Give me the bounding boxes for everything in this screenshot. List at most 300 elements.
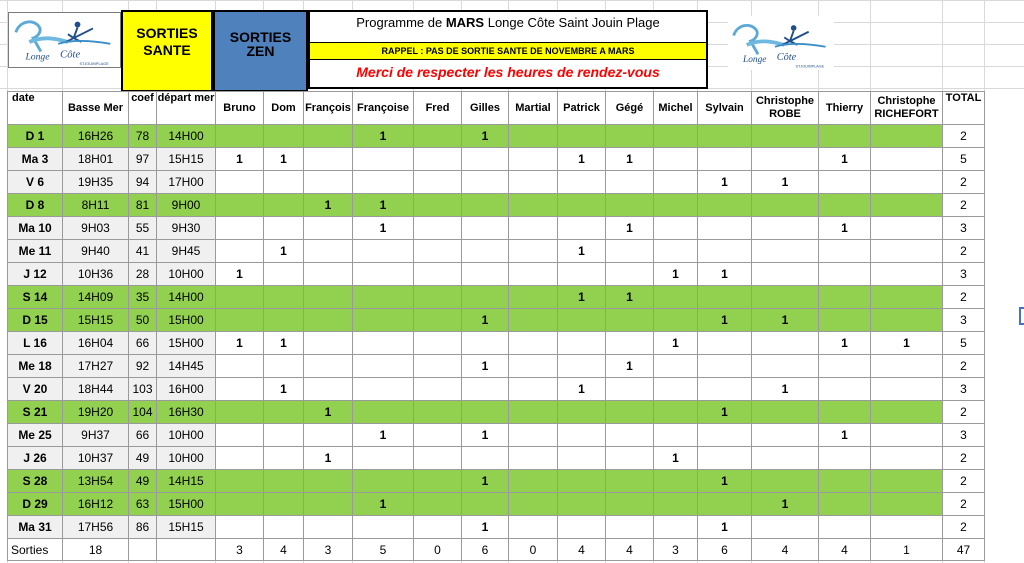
participation-cell[interactable] bbox=[819, 378, 871, 401]
participation-cell[interactable]: 1 bbox=[698, 516, 752, 539]
participation-cell[interactable] bbox=[414, 171, 462, 194]
participation-cell[interactable] bbox=[216, 240, 264, 263]
participation-cell[interactable] bbox=[414, 401, 462, 424]
participation-cell[interactable] bbox=[414, 217, 462, 240]
total-cell[interactable]: 3 bbox=[943, 378, 985, 401]
date-cell[interactable]: S 21 bbox=[8, 401, 63, 424]
participation-cell[interactable] bbox=[304, 171, 353, 194]
participation-cell[interactable]: 1 bbox=[752, 171, 819, 194]
participation-cell[interactable] bbox=[414, 516, 462, 539]
participation-cell[interactable] bbox=[304, 240, 353, 263]
participation-cell[interactable]: 1 bbox=[752, 309, 819, 332]
coef-cell[interactable]: 35 bbox=[129, 286, 157, 309]
participation-cell[interactable] bbox=[819, 194, 871, 217]
participant-total-cell[interactable]: 4 bbox=[606, 539, 654, 561]
participation-cell[interactable] bbox=[304, 355, 353, 378]
total-cell[interactable]: 2 bbox=[943, 355, 985, 378]
participation-cell[interactable] bbox=[698, 332, 752, 355]
participation-cell[interactable]: 1 bbox=[264, 378, 304, 401]
participation-cell[interactable] bbox=[509, 332, 558, 355]
coef-cell[interactable]: 86 bbox=[129, 516, 157, 539]
date-cell[interactable]: J 12 bbox=[8, 263, 63, 286]
basse-mer-cell[interactable]: 8H11 bbox=[63, 194, 129, 217]
coef-cell[interactable]: 28 bbox=[129, 263, 157, 286]
participant-total-cell[interactable]: 4 bbox=[819, 539, 871, 561]
basse-mer-cell[interactable]: 19H35 bbox=[63, 171, 129, 194]
participation-cell[interactable] bbox=[216, 194, 264, 217]
participation-cell[interactable] bbox=[558, 309, 606, 332]
participation-cell[interactable] bbox=[871, 493, 943, 516]
participation-cell[interactable]: 1 bbox=[264, 332, 304, 355]
participation-cell[interactable] bbox=[558, 470, 606, 493]
date-cell[interactable]: D 1 bbox=[8, 125, 63, 148]
coef-cell[interactable]: 104 bbox=[129, 401, 157, 424]
participation-cell[interactable] bbox=[752, 516, 819, 539]
participation-cell[interactable] bbox=[698, 217, 752, 240]
empty-cell[interactable] bbox=[157, 539, 216, 561]
participation-cell[interactable] bbox=[698, 378, 752, 401]
participation-cell[interactable] bbox=[264, 217, 304, 240]
participation-cell[interactable]: 1 bbox=[819, 148, 871, 171]
participation-cell[interactable] bbox=[819, 125, 871, 148]
participation-cell[interactable] bbox=[509, 493, 558, 516]
participation-cell[interactable]: 1 bbox=[698, 401, 752, 424]
participation-cell[interactable] bbox=[871, 309, 943, 332]
participation-cell[interactable] bbox=[752, 125, 819, 148]
participation-cell[interactable] bbox=[414, 286, 462, 309]
participation-cell[interactable] bbox=[752, 401, 819, 424]
participation-cell[interactable]: 1 bbox=[819, 332, 871, 355]
participation-cell[interactable] bbox=[353, 240, 414, 263]
participation-cell[interactable] bbox=[414, 240, 462, 263]
participation-cell[interactable] bbox=[819, 171, 871, 194]
coef-cell[interactable]: 55 bbox=[129, 217, 157, 240]
participation-cell[interactable]: 1 bbox=[216, 148, 264, 171]
empty-cell[interactable] bbox=[129, 539, 157, 561]
participant-total-cell[interactable]: 5 bbox=[353, 539, 414, 561]
basse-mer-cell[interactable]: 9H37 bbox=[63, 424, 129, 447]
participation-cell[interactable] bbox=[264, 194, 304, 217]
basse-mer-cell[interactable]: 10H37 bbox=[63, 447, 129, 470]
participation-cell[interactable] bbox=[654, 355, 698, 378]
participation-cell[interactable]: 1 bbox=[304, 447, 353, 470]
participant-total-cell[interactable]: 3 bbox=[654, 539, 698, 561]
participation-cell[interactable] bbox=[752, 470, 819, 493]
participation-cell[interactable] bbox=[304, 309, 353, 332]
date-cell[interactable]: Me 25 bbox=[8, 424, 63, 447]
participation-cell[interactable] bbox=[414, 493, 462, 516]
participation-cell[interactable] bbox=[871, 240, 943, 263]
participation-cell[interactable] bbox=[353, 263, 414, 286]
date-cell[interactable]: J 26 bbox=[8, 447, 63, 470]
participation-cell[interactable] bbox=[462, 194, 509, 217]
participation-cell[interactable] bbox=[264, 493, 304, 516]
participation-cell[interactable] bbox=[871, 378, 943, 401]
depart-cell[interactable]: 16H00 bbox=[157, 378, 216, 401]
basse-mer-cell[interactable]: 14H09 bbox=[63, 286, 129, 309]
participation-cell[interactable] bbox=[558, 493, 606, 516]
participation-cell[interactable] bbox=[752, 194, 819, 217]
participation-cell[interactable] bbox=[606, 125, 654, 148]
total-cell[interactable]: 2 bbox=[943, 493, 985, 516]
date-cell[interactable]: Ma 31 bbox=[8, 516, 63, 539]
participation-cell[interactable] bbox=[654, 217, 698, 240]
coef-cell[interactable]: 97 bbox=[129, 148, 157, 171]
participation-cell[interactable] bbox=[654, 240, 698, 263]
participation-cell[interactable] bbox=[414, 447, 462, 470]
participation-cell[interactable] bbox=[216, 516, 264, 539]
participation-cell[interactable] bbox=[606, 309, 654, 332]
participation-cell[interactable] bbox=[509, 171, 558, 194]
participation-cell[interactable] bbox=[509, 217, 558, 240]
participation-cell[interactable] bbox=[606, 470, 654, 493]
participation-cell[interactable]: 1 bbox=[819, 424, 871, 447]
participation-cell[interactable] bbox=[654, 493, 698, 516]
depart-cell[interactable]: 10H00 bbox=[157, 263, 216, 286]
depart-cell[interactable]: 10H00 bbox=[157, 447, 216, 470]
participation-cell[interactable] bbox=[353, 470, 414, 493]
participation-cell[interactable] bbox=[558, 424, 606, 447]
participation-cell[interactable]: 1 bbox=[462, 516, 509, 539]
basse-mer-cell[interactable]: 16H26 bbox=[63, 125, 129, 148]
participant-total-cell[interactable]: 4 bbox=[752, 539, 819, 561]
participation-cell[interactable] bbox=[871, 263, 943, 286]
participation-cell[interactable] bbox=[606, 424, 654, 447]
participation-cell[interactable] bbox=[304, 125, 353, 148]
coef-cell[interactable]: 50 bbox=[129, 309, 157, 332]
participation-cell[interactable] bbox=[264, 171, 304, 194]
participation-cell[interactable]: 1 bbox=[558, 286, 606, 309]
depart-cell[interactable]: 16H30 bbox=[157, 401, 216, 424]
participation-cell[interactable] bbox=[509, 309, 558, 332]
participation-cell[interactable] bbox=[216, 493, 264, 516]
participation-cell[interactable]: 1 bbox=[606, 217, 654, 240]
participant-total-cell[interactable]: 6 bbox=[462, 539, 509, 561]
participation-cell[interactable] bbox=[752, 424, 819, 447]
depart-cell[interactable]: 14H00 bbox=[157, 125, 216, 148]
total-cell[interactable]: 2 bbox=[943, 470, 985, 493]
participation-cell[interactable]: 1 bbox=[558, 148, 606, 171]
participation-cell[interactable] bbox=[462, 286, 509, 309]
depart-cell[interactable]: 17H00 bbox=[157, 171, 216, 194]
total-cell[interactable]: 2 bbox=[943, 125, 985, 148]
basse-mer-cell[interactable]: 19H20 bbox=[63, 401, 129, 424]
participation-cell[interactable]: 1 bbox=[264, 148, 304, 171]
depart-cell[interactable]: 10H00 bbox=[157, 424, 216, 447]
participation-cell[interactable] bbox=[871, 470, 943, 493]
participation-cell[interactable] bbox=[304, 378, 353, 401]
total-cell[interactable]: 3 bbox=[943, 309, 985, 332]
participation-cell[interactable] bbox=[462, 332, 509, 355]
basse-mer-cell[interactable]: 10H36 bbox=[63, 263, 129, 286]
participation-cell[interactable] bbox=[819, 516, 871, 539]
depart-cell[interactable]: 15H00 bbox=[157, 309, 216, 332]
participation-cell[interactable] bbox=[752, 286, 819, 309]
participation-cell[interactable] bbox=[264, 355, 304, 378]
coef-cell[interactable]: 49 bbox=[129, 470, 157, 493]
participation-cell[interactable] bbox=[264, 470, 304, 493]
total-cell[interactable]: 5 bbox=[943, 148, 985, 171]
participation-cell[interactable] bbox=[216, 125, 264, 148]
basse-mer-cell[interactable]: 15H15 bbox=[63, 309, 129, 332]
coef-cell[interactable]: 66 bbox=[129, 332, 157, 355]
basse-mer-cell[interactable]: 17H27 bbox=[63, 355, 129, 378]
participation-cell[interactable] bbox=[606, 447, 654, 470]
participation-cell[interactable] bbox=[698, 194, 752, 217]
participation-cell[interactable] bbox=[819, 355, 871, 378]
participation-cell[interactable] bbox=[698, 240, 752, 263]
participant-total-cell[interactable]: 4 bbox=[264, 539, 304, 561]
participation-cell[interactable] bbox=[871, 286, 943, 309]
participation-cell[interactable]: 1 bbox=[353, 493, 414, 516]
participation-cell[interactable] bbox=[752, 447, 819, 470]
participation-cell[interactable] bbox=[509, 470, 558, 493]
participation-cell[interactable] bbox=[462, 240, 509, 263]
participation-cell[interactable] bbox=[216, 355, 264, 378]
participation-cell[interactable] bbox=[871, 355, 943, 378]
participation-cell[interactable]: 1 bbox=[216, 263, 264, 286]
coef-cell[interactable]: 66 bbox=[129, 424, 157, 447]
participation-cell[interactable] bbox=[698, 355, 752, 378]
total-cell[interactable]: 2 bbox=[943, 240, 985, 263]
participation-cell[interactable]: 1 bbox=[216, 332, 264, 355]
participation-cell[interactable]: 1 bbox=[698, 470, 752, 493]
participation-cell[interactable]: 1 bbox=[819, 217, 871, 240]
participation-cell[interactable] bbox=[752, 332, 819, 355]
participation-cell[interactable] bbox=[871, 148, 943, 171]
participation-cell[interactable]: 1 bbox=[264, 240, 304, 263]
participation-cell[interactable] bbox=[304, 493, 353, 516]
participation-cell[interactable] bbox=[216, 470, 264, 493]
date-cell[interactable]: Ma 10 bbox=[8, 217, 63, 240]
participation-cell[interactable] bbox=[264, 401, 304, 424]
participation-cell[interactable] bbox=[871, 516, 943, 539]
total-cell[interactable]: 3 bbox=[943, 263, 985, 286]
depart-cell[interactable]: 9H00 bbox=[157, 194, 216, 217]
participation-cell[interactable] bbox=[819, 309, 871, 332]
participation-cell[interactable]: 1 bbox=[462, 470, 509, 493]
total-cell[interactable]: 2 bbox=[943, 516, 985, 539]
participation-cell[interactable] bbox=[819, 470, 871, 493]
participation-cell[interactable] bbox=[304, 332, 353, 355]
participation-cell[interactable] bbox=[353, 309, 414, 332]
depart-cell[interactable]: 15H15 bbox=[157, 148, 216, 171]
participation-cell[interactable] bbox=[654, 401, 698, 424]
participation-cell[interactable]: 1 bbox=[752, 493, 819, 516]
participation-cell[interactable] bbox=[558, 355, 606, 378]
participation-cell[interactable] bbox=[462, 378, 509, 401]
participation-cell[interactable] bbox=[871, 217, 943, 240]
participation-cell[interactable] bbox=[304, 424, 353, 447]
participation-cell[interactable]: 1 bbox=[654, 447, 698, 470]
participation-cell[interactable] bbox=[606, 263, 654, 286]
participant-total-cell[interactable]: 3 bbox=[304, 539, 353, 561]
date-cell[interactable]: V 6 bbox=[8, 171, 63, 194]
participation-cell[interactable] bbox=[819, 286, 871, 309]
participation-cell[interactable]: 1 bbox=[462, 355, 509, 378]
participation-cell[interactable]: 1 bbox=[698, 171, 752, 194]
participation-cell[interactable] bbox=[353, 148, 414, 171]
participant-total-cell[interactable]: 1 bbox=[871, 539, 943, 561]
participation-cell[interactable] bbox=[558, 516, 606, 539]
basse-mer-cell[interactable]: 18H44 bbox=[63, 378, 129, 401]
participation-cell[interactable] bbox=[216, 217, 264, 240]
participation-cell[interactable]: 1 bbox=[606, 148, 654, 171]
date-cell[interactable]: Ma 3 bbox=[8, 148, 63, 171]
depart-cell[interactable]: 9H30 bbox=[157, 217, 216, 240]
depart-cell[interactable]: 14H45 bbox=[157, 355, 216, 378]
participation-cell[interactable] bbox=[654, 286, 698, 309]
participation-cell[interactable]: 1 bbox=[606, 355, 654, 378]
participation-cell[interactable] bbox=[264, 125, 304, 148]
participation-cell[interactable]: 1 bbox=[353, 125, 414, 148]
participation-cell[interactable] bbox=[606, 516, 654, 539]
participation-cell[interactable] bbox=[509, 401, 558, 424]
participation-cell[interactable] bbox=[264, 447, 304, 470]
total-cell[interactable]: 2 bbox=[943, 401, 985, 424]
participation-cell[interactable] bbox=[462, 148, 509, 171]
total-cell[interactable]: 3 bbox=[943, 424, 985, 447]
participation-cell[interactable] bbox=[698, 493, 752, 516]
participation-cell[interactable] bbox=[414, 378, 462, 401]
participation-cell[interactable] bbox=[462, 171, 509, 194]
participation-cell[interactable] bbox=[558, 171, 606, 194]
basse-mer-cell[interactable]: 9H40 bbox=[63, 240, 129, 263]
participation-cell[interactable]: 1 bbox=[353, 217, 414, 240]
participation-cell[interactable] bbox=[698, 125, 752, 148]
total-cell[interactable]: 3 bbox=[943, 217, 985, 240]
participation-cell[interactable] bbox=[558, 401, 606, 424]
basse-mer-cell[interactable]: 16H12 bbox=[63, 493, 129, 516]
participation-cell[interactable] bbox=[353, 286, 414, 309]
participation-cell[interactable] bbox=[462, 493, 509, 516]
date-cell[interactable]: V 20 bbox=[8, 378, 63, 401]
basse-mer-cell[interactable]: 18H01 bbox=[63, 148, 129, 171]
date-cell[interactable]: D 15 bbox=[8, 309, 63, 332]
participation-cell[interactable] bbox=[216, 286, 264, 309]
participation-cell[interactable] bbox=[654, 378, 698, 401]
participation-cell[interactable] bbox=[752, 240, 819, 263]
participation-cell[interactable] bbox=[304, 470, 353, 493]
participation-cell[interactable] bbox=[698, 286, 752, 309]
participant-total-cell[interactable]: 6 bbox=[698, 539, 752, 561]
participation-cell[interactable] bbox=[353, 378, 414, 401]
participation-cell[interactable] bbox=[606, 194, 654, 217]
participation-cell[interactable] bbox=[216, 309, 264, 332]
coef-cell[interactable]: 103 bbox=[129, 378, 157, 401]
date-cell[interactable]: D 8 bbox=[8, 194, 63, 217]
participation-cell[interactable] bbox=[414, 355, 462, 378]
participation-cell[interactable] bbox=[819, 263, 871, 286]
participation-cell[interactable] bbox=[304, 516, 353, 539]
participation-cell[interactable] bbox=[509, 286, 558, 309]
depart-cell[interactable]: 14H15 bbox=[157, 470, 216, 493]
participation-cell[interactable] bbox=[414, 194, 462, 217]
participation-cell[interactable] bbox=[654, 125, 698, 148]
participation-cell[interactable] bbox=[819, 493, 871, 516]
participation-cell[interactable] bbox=[606, 171, 654, 194]
participation-cell[interactable] bbox=[698, 424, 752, 447]
participation-cell[interactable] bbox=[752, 217, 819, 240]
participation-cell[interactable]: 1 bbox=[462, 309, 509, 332]
depart-cell[interactable]: 14H00 bbox=[157, 286, 216, 309]
participation-cell[interactable] bbox=[654, 424, 698, 447]
participation-cell[interactable] bbox=[654, 470, 698, 493]
participation-cell[interactable] bbox=[216, 401, 264, 424]
participation-cell[interactable] bbox=[509, 424, 558, 447]
participation-cell[interactable] bbox=[871, 447, 943, 470]
participation-cell[interactable] bbox=[606, 378, 654, 401]
participation-cell[interactable] bbox=[414, 148, 462, 171]
participation-cell[interactable] bbox=[509, 378, 558, 401]
date-cell[interactable]: S 14 bbox=[8, 286, 63, 309]
basse-mer-cell[interactable]: 13H54 bbox=[63, 470, 129, 493]
participation-cell[interactable] bbox=[216, 378, 264, 401]
participation-cell[interactable] bbox=[654, 309, 698, 332]
participation-cell[interactable] bbox=[558, 194, 606, 217]
participation-cell[interactable] bbox=[819, 240, 871, 263]
participation-cell[interactable] bbox=[606, 401, 654, 424]
grand-total-cell[interactable]: 47 bbox=[943, 539, 985, 561]
participation-cell[interactable] bbox=[304, 148, 353, 171]
participation-cell[interactable] bbox=[304, 263, 353, 286]
participation-cell[interactable] bbox=[462, 447, 509, 470]
participation-cell[interactable] bbox=[871, 171, 943, 194]
participation-cell[interactable] bbox=[606, 493, 654, 516]
participation-cell[interactable] bbox=[752, 148, 819, 171]
basse-mer-cell[interactable]: 16H04 bbox=[63, 332, 129, 355]
total-cell[interactable]: 2 bbox=[943, 286, 985, 309]
participation-cell[interactable] bbox=[353, 355, 414, 378]
participation-cell[interactable] bbox=[414, 309, 462, 332]
total-cell[interactable]: 2 bbox=[943, 194, 985, 217]
participation-cell[interactable] bbox=[654, 194, 698, 217]
participation-cell[interactable] bbox=[462, 401, 509, 424]
date-cell[interactable]: Me 11 bbox=[8, 240, 63, 263]
participation-cell[interactable] bbox=[654, 516, 698, 539]
participation-cell[interactable] bbox=[216, 447, 264, 470]
participation-cell[interactable] bbox=[509, 516, 558, 539]
coef-cell[interactable]: 41 bbox=[129, 240, 157, 263]
coef-cell[interactable]: 63 bbox=[129, 493, 157, 516]
participation-cell[interactable] bbox=[264, 286, 304, 309]
participation-cell[interactable] bbox=[606, 332, 654, 355]
participation-cell[interactable] bbox=[654, 148, 698, 171]
participation-cell[interactable] bbox=[558, 447, 606, 470]
coef-cell[interactable]: 49 bbox=[129, 447, 157, 470]
participation-cell[interactable] bbox=[264, 309, 304, 332]
participation-cell[interactable] bbox=[871, 194, 943, 217]
participation-cell[interactable] bbox=[264, 516, 304, 539]
coef-cell[interactable]: 81 bbox=[129, 194, 157, 217]
participation-cell[interactable] bbox=[654, 171, 698, 194]
depart-cell[interactable]: 15H00 bbox=[157, 332, 216, 355]
participant-total-cell[interactable]: 0 bbox=[509, 539, 558, 561]
coef-cell[interactable]: 92 bbox=[129, 355, 157, 378]
participation-cell[interactable] bbox=[509, 125, 558, 148]
participation-cell[interactable] bbox=[509, 194, 558, 217]
participation-cell[interactable] bbox=[353, 401, 414, 424]
participation-cell[interactable]: 1 bbox=[654, 263, 698, 286]
participation-cell[interactable]: 1 bbox=[353, 194, 414, 217]
participation-cell[interactable] bbox=[264, 263, 304, 286]
participation-cell[interactable] bbox=[819, 447, 871, 470]
participation-cell[interactable] bbox=[558, 125, 606, 148]
participation-cell[interactable] bbox=[509, 148, 558, 171]
participation-cell[interactable]: 1 bbox=[698, 263, 752, 286]
participation-cell[interactable] bbox=[414, 263, 462, 286]
participation-cell[interactable] bbox=[216, 171, 264, 194]
